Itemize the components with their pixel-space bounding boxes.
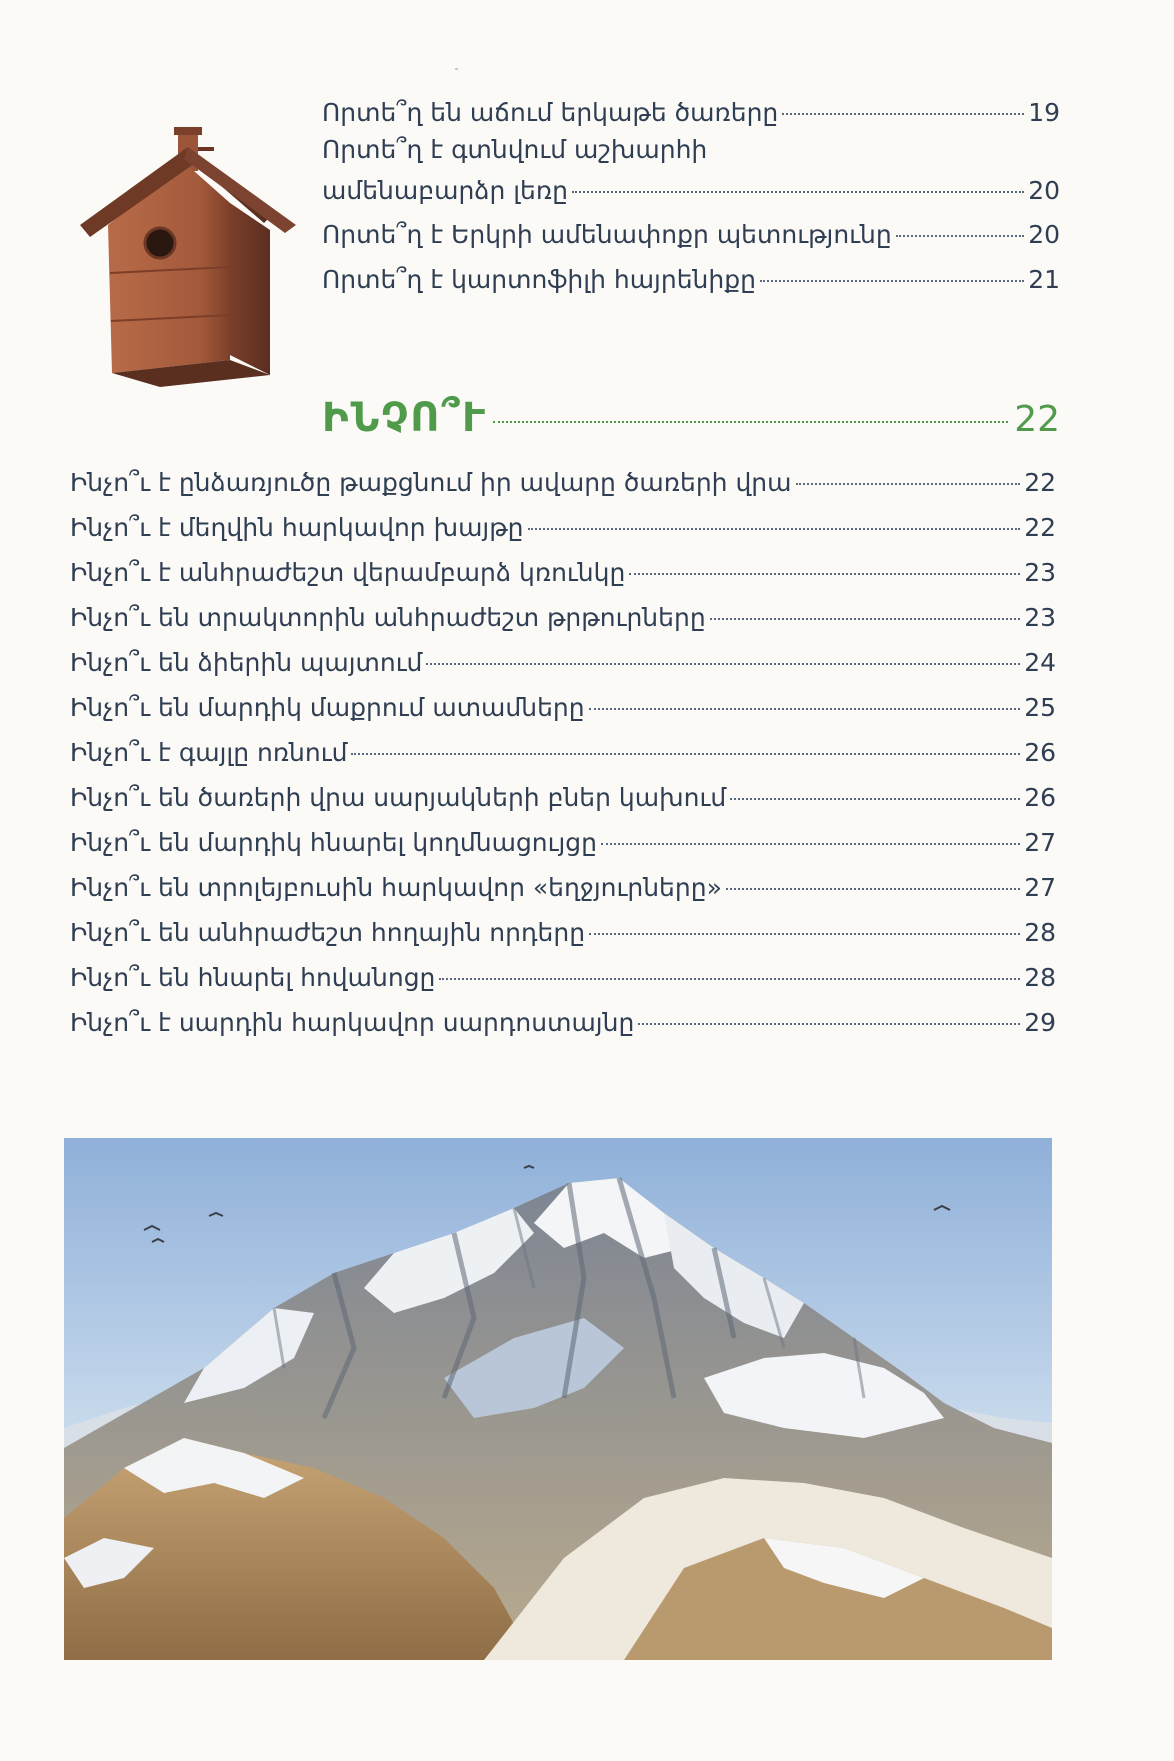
toc-leader-dots: [589, 707, 1021, 710]
toc-entry-page: 28: [1024, 918, 1056, 947]
toc-entry-title: Ինչո՞ւ է սարդին հարկավոր սարդոստայնը: [70, 1008, 635, 1037]
toc-entry-page: 22: [1024, 468, 1056, 497]
toc-entry: [70, 646, 1056, 680]
toc-entry-page: 29: [1024, 1008, 1056, 1037]
section-leader-dots: [493, 421, 1008, 423]
toc-leader-dots: [589, 932, 1020, 935]
toc-entry: [70, 871, 1056, 905]
toc-leader-dots: [726, 887, 1020, 890]
section-heading: [322, 395, 1060, 441]
toc-entry-title: Որտե՞ղ է գտնվում աշխարհի: [322, 135, 708, 164]
toc-entry-page: 23: [1024, 603, 1056, 632]
toc-entry: [322, 96, 1060, 130]
toc-entry-page: 21: [1028, 265, 1060, 294]
toc-entry-page: 26: [1024, 783, 1056, 812]
toc-entry-title: Ինչո՞ւ են մարդիկ մաքրում ատամները: [70, 693, 585, 722]
toc-entry: [70, 961, 1056, 995]
toc-entry-title: Ինչո՞ւ են ձիերին պայտում: [70, 648, 423, 677]
toc-entry-title: Ինչո՞ւ են անհրաժեշտ հողային որդերը: [70, 918, 586, 947]
toc-leader-dots: [730, 797, 1020, 800]
toc-entry-page: 20: [1028, 176, 1060, 205]
toc-entry-title: Ինչո՞ւ են հնարել հովանոցը: [70, 963, 436, 992]
toc-entry-page: 23: [1024, 558, 1056, 587]
toc-entry: [70, 781, 1056, 815]
toc-entry: [322, 263, 1060, 297]
toc-entry: [322, 174, 1060, 208]
toc-leader-dots: [638, 1022, 1020, 1025]
toc-entry-title: Որտե՞ղ է կարտոֆիլի հայրենիքը: [322, 265, 756, 294]
toc-entry-title: Ինչո՞ւ են ծառերի վրա սարյակների բներ կախում: [70, 783, 727, 812]
mountain-illustration: [64, 1138, 1052, 1660]
paper-speck: [455, 68, 458, 70]
toc-entry-page: 24: [1024, 648, 1056, 677]
toc-entry: [70, 1006, 1056, 1040]
toc-leader-dots: [629, 572, 1020, 575]
toc-entry: [70, 511, 1056, 545]
section-page: 22: [1014, 399, 1060, 440]
toc-entry-page: 22: [1024, 513, 1056, 542]
toc-entry-title: Ինչո՞ւ է գայլը ոռնում: [70, 738, 348, 767]
toc-entry-page: 25: [1024, 693, 1056, 722]
toc-entry-page: 27: [1024, 828, 1056, 857]
toc-leader-dots: [896, 234, 1024, 237]
toc-leader-dots: [710, 617, 1021, 620]
toc-leader-dots: [601, 842, 1020, 845]
toc-entry: [70, 691, 1056, 725]
toc-entry: [70, 736, 1056, 770]
toc-entry-page: 27: [1024, 873, 1056, 902]
toc-entry-page: 28: [1024, 963, 1056, 992]
toc-leader-dots: [439, 977, 1020, 980]
toc-entry-title: ամենաբարձր լեռը: [322, 176, 568, 205]
toc-entry: [70, 556, 1056, 590]
toc-leader-dots: [572, 190, 1024, 193]
toc-entry-title: Որտե՞ղ են աճում երկաթե ծառերը: [322, 98, 779, 127]
toc-entry: [70, 466, 1056, 500]
toc-entry-page: 20: [1028, 220, 1060, 249]
birdhouse-illustration: [80, 125, 300, 395]
toc-entry: [70, 826, 1056, 860]
toc-entry-title: Ինչո՞ւ է մեղվին հարկավոր խայթը: [70, 513, 524, 542]
toc-entry-title: Ինչո՞ւ են մարդիկ հնարել կողմնացույցը: [70, 828, 597, 857]
toc-entry-page: 19: [1028, 98, 1060, 127]
toc-leader-dots: [426, 662, 1020, 665]
toc-entry-title: Ինչո՞ւ է անհրաժեշտ վերամբարձ կռունկը: [70, 558, 626, 587]
toc-entry-title: Ինչո՞ւ է ընձառյուծը թաքցնում իր ավարը ծառերի վրա: [70, 468, 792, 497]
toc-entry: [70, 916, 1056, 950]
section-title: ԻՆՉՈ՞Ւ: [322, 395, 488, 441]
toc-entry: [322, 218, 1060, 252]
toc-leader-dots: [796, 482, 1021, 485]
toc-entry-page: 26: [1024, 738, 1056, 767]
toc-leader-dots: [351, 752, 1020, 755]
toc-leader-dots: [760, 279, 1024, 282]
toc-leader-dots: [782, 112, 1024, 115]
toc-leader-dots: [528, 527, 1021, 530]
toc-entry-title: Ինչո՞ւ են տրակտորին անհրաժեշտ թրթուրները: [70, 603, 706, 632]
toc-entry: [322, 133, 1060, 167]
toc-entry: [70, 601, 1056, 635]
toc-entry-title: Որտե՞ղ է Երկրի ամենափոքր պետությունը: [322, 220, 892, 249]
toc-entry-title: Ինչո՞ւ են տրոլեյբուսին հարկավոր «եղջյուրները»: [70, 873, 722, 902]
